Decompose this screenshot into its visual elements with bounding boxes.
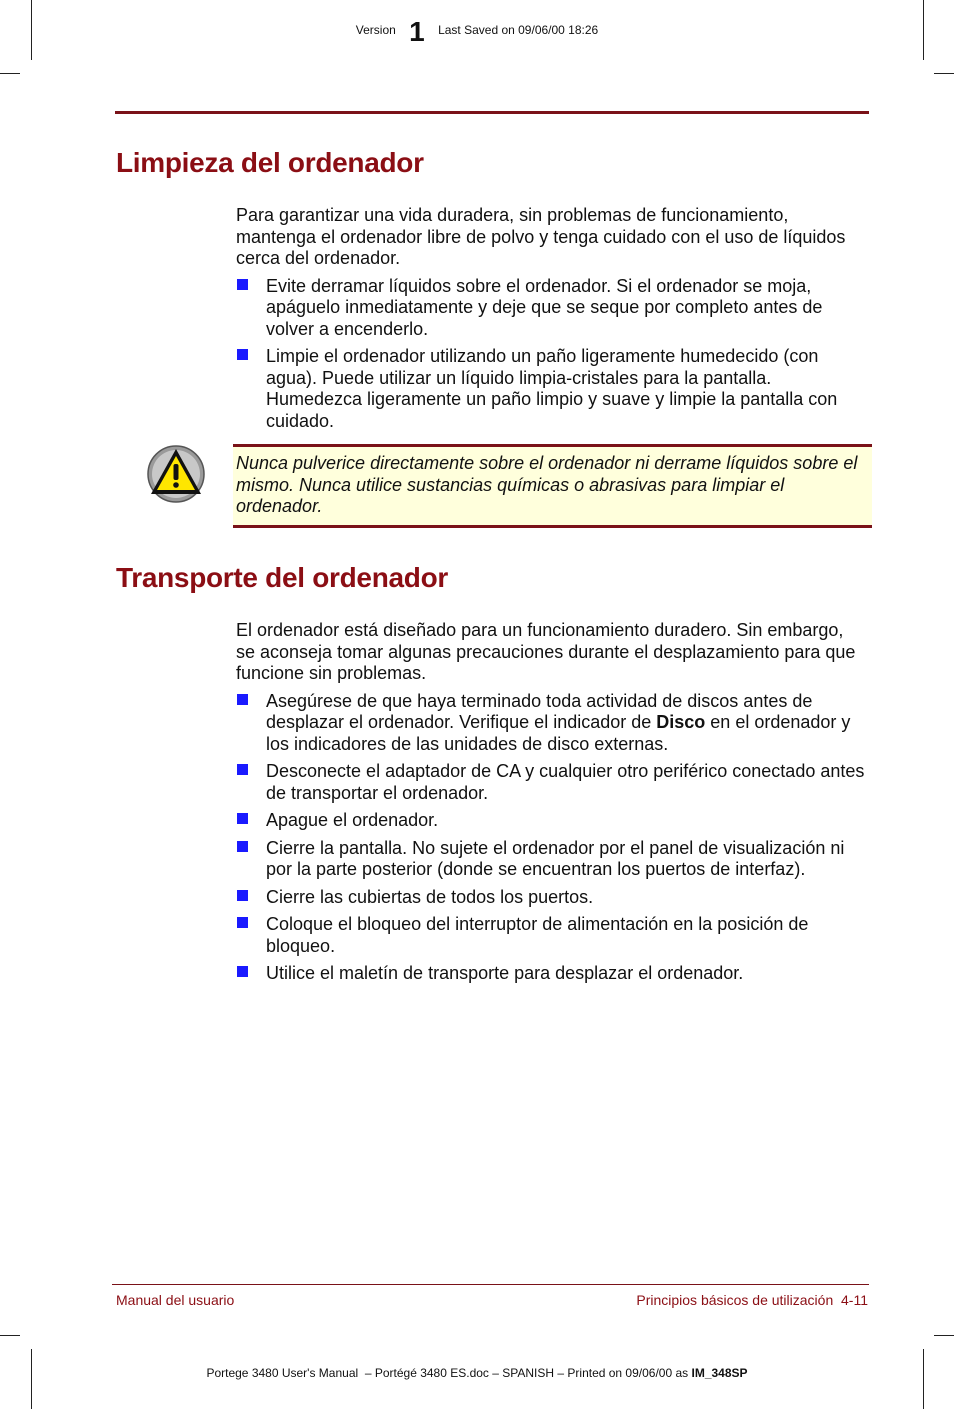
section-cleaning-body (236, 205, 866, 438)
warning-note (233, 444, 872, 528)
intro-paragraph: El ordenador está diseñado para un funcionamiento duradero. Sin embargo, se aconseja tomar algunas precauciones durante el desplazamiento para que funcione sin problemas. (236, 620, 856, 683)
list-item (236, 691, 866, 756)
crop-mark (934, 1335, 954, 1336)
list-item-text: Asegúrese de que haya terminado toda actividad de discos antes de desplazar el ordenador. Verifique el indicador de (266, 690, 813, 732)
list-item: Apague el ordenador. (236, 810, 866, 832)
list-item: Evite derramar líquidos sobre el ordenador. Si el ordenador se moja, apáguelo inmediatamente y deje que se seque por completo antes de volver a encenderlo. (236, 276, 866, 341)
list-item-text: en el ordenador y los indicadores de las unidades de disco externas. (266, 712, 851, 754)
print-info-footer (0, 1366, 954, 1380)
warning-text: Nunca pulverice directamente sobre el ordenador ni derrame líquidos sobre el mismo. Nunca utilice sustancias químicas o abrasivas para limpiar el ordenador. (236, 453, 858, 516)
list-item: Coloque el bloqueo del interruptor de alimentación en la posición de bloqueo. (236, 914, 866, 957)
list-item: Utilice el maletín de transporte para desplazar el ordenador. (236, 963, 866, 985)
version-header (0, 16, 954, 48)
bullet-list (236, 276, 866, 433)
section-title-transport: Transporte del ordenador (116, 562, 448, 593)
intro-paragraph: Para garantizar una vida duradera, sin problemas de funcionamiento, mantenga el ordenador libre de polvo y tenga cuidado con el uso de líquidos cerca del ordenador. (236, 205, 846, 268)
crop-mark (0, 1335, 20, 1336)
version-label: Version (355, 23, 396, 37)
footer-chapter-page: Principios básicos de utilización 4-11 (636, 1292, 868, 1308)
print-info-text: Portege 3480 User's Manual – Portégé 3480 ES.doc – SPANISH – Printed on 09/06/00 as (206, 1366, 692, 1380)
top-rule (115, 111, 869, 114)
list-item: Limpie el ordenador utilizando un paño ligeramente humedecido (con agua). Puede utilizar un líquido limpia-cristales para la pantalla. Humedezca ligeramente un paño limpio y suave y limpie la pantalla con cuidado. (236, 346, 866, 432)
version-number: 1 (409, 16, 425, 47)
disk-indicator-label: Disco (656, 712, 706, 732)
last-saved: Last Saved on 09/06/00 18:26 (438, 23, 599, 37)
bottom-rule (112, 1284, 869, 1285)
list-item: Cierre la pantalla. No sujete el ordenador por el panel de visualización ni por la parte posterior (donde se encuentran los puertos de interfaz). (236, 838, 866, 881)
footer-manual-title: Manual del usuario (116, 1292, 235, 1308)
list-item: Desconecte el adaptador de CA y cualquier otro periférico conectado antes de transportar el ordenador. (236, 761, 866, 804)
crop-mark (934, 73, 954, 74)
bullet-list (236, 691, 866, 985)
list-item: Cierre las cubiertas de todos los puertos. (236, 887, 866, 909)
warning-triangle-icon (146, 444, 206, 504)
section-title-cleaning: Limpieza del ordenador (116, 147, 424, 178)
section-transport-body (236, 620, 866, 991)
print-code: IM_348SP (691, 1366, 748, 1380)
crop-mark (0, 73, 20, 74)
